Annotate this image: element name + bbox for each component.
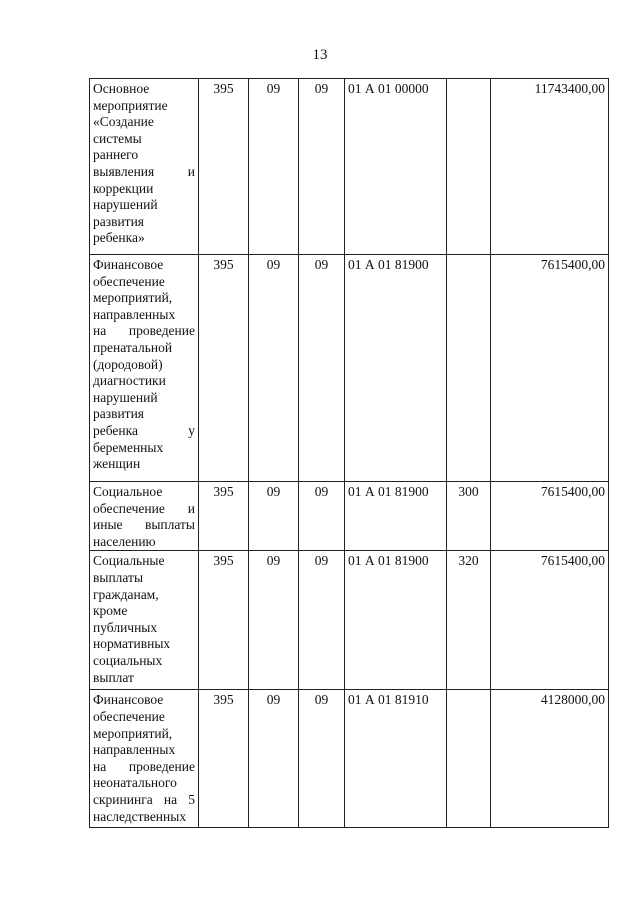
row-name-line: социальных: [93, 652, 163, 668]
row-name-cell: [90, 482, 199, 551]
row-name-line: женщин: [93, 456, 141, 472]
ministry-code-cell: 395: [199, 79, 249, 255]
row-name-cell: [90, 79, 199, 255]
table-row: [90, 255, 609, 482]
ministry-code-cell: 395: [199, 255, 249, 482]
budget-table: [89, 78, 609, 828]
row-name-line: кроме: [93, 603, 128, 619]
ministry-code-cell: 395: [199, 551, 249, 690]
row-name-line: нарушений: [93, 389, 158, 405]
row-name-line: пренатальной: [93, 339, 173, 355]
section-code-cell: 09: [249, 551, 299, 690]
row-name-line: развития: [93, 213, 145, 229]
row-name-line: коррекции: [93, 180, 154, 196]
row-name-line: иные выплаты: [93, 517, 195, 533]
row-name-line: Финансовое: [93, 257, 164, 272]
target-code-cell: 01 А 01 81900: [345, 482, 447, 551]
row-name-line: обеспечение: [93, 273, 165, 289]
table-row: [90, 79, 609, 255]
page-number: 13: [312, 47, 328, 63]
target-code-cell: 01 А 01 00000: [345, 79, 447, 255]
row-name-cell: [90, 255, 199, 482]
row-name-line: мероприятий,: [93, 725, 173, 741]
row-name-cell: [90, 551, 199, 690]
subsection-code-cell: 09: [299, 482, 345, 551]
row-name-line: мероприятие: [93, 97, 168, 113]
amount-cell: 4128000,00: [491, 690, 609, 828]
target-code-cell: 01 А 01 81910: [345, 690, 447, 828]
row-name-line: беременных: [93, 439, 164, 455]
row-name-line: Финансовое: [93, 692, 164, 708]
row-name-line: населению: [93, 533, 156, 549]
row-name-line: выплат: [93, 669, 134, 685]
row-name-line: выявления и: [93, 163, 195, 179]
table-row: [90, 690, 609, 828]
row-name-line: развития: [93, 406, 145, 422]
subsection-code-cell: 09: [299, 79, 345, 255]
row-name-line: нормативных: [93, 636, 171, 652]
row-name-line: наследственных: [93, 808, 187, 824]
expense-type-cell: [447, 255, 491, 482]
expense-type-cell: [447, 79, 491, 255]
row-name-line: (дородовой): [93, 356, 163, 372]
row-name-line: ребенка»: [93, 230, 145, 246]
row-name-line: диагностики: [93, 373, 166, 389]
row-name-line: Социальное: [93, 484, 163, 499]
amount-cell: 7615400,00: [491, 551, 609, 690]
row-name-line: системы: [93, 130, 142, 146]
row-name-line: мероприятий,: [93, 290, 173, 306]
section-code-cell: 09: [249, 79, 299, 255]
budget-table-body: [90, 79, 609, 828]
section-code-cell: 09: [249, 482, 299, 551]
target-code-cell: 01 А 01 81900: [345, 255, 447, 482]
row-name-line: выплаты: [93, 569, 144, 585]
row-name-line: обеспечение: [93, 708, 165, 724]
table-row: [90, 482, 609, 551]
row-name-line: неонатального: [93, 775, 177, 791]
row-name-line: публичных: [93, 619, 158, 635]
row-name-line: направленных: [93, 742, 176, 758]
row-name-line: гражданам,: [93, 586, 159, 602]
ministry-code-cell: 395: [199, 690, 249, 828]
section-code-cell: 09: [249, 690, 299, 828]
amount-cell: 11743400,00: [491, 79, 609, 255]
expense-type-cell: 320: [447, 551, 491, 690]
row-name-line: направленных: [93, 306, 176, 322]
row-name-line: «Создание: [93, 114, 154, 130]
subsection-code-cell: 09: [299, 255, 345, 482]
target-code-cell: 01 А 01 81900: [345, 551, 447, 690]
row-name-line: на проведение: [93, 758, 195, 774]
ministry-code-cell: 395: [199, 482, 249, 551]
row-name-cell: [90, 690, 199, 828]
expense-type-cell: 300: [447, 482, 491, 551]
subsection-code-cell: 09: [299, 690, 345, 828]
row-name-line: Социальные: [93, 553, 165, 569]
table-row: [90, 551, 609, 690]
row-name-line: на проведение: [93, 323, 195, 339]
section-code-cell: 09: [249, 255, 299, 482]
row-name-line: нарушений: [93, 197, 158, 213]
row-name-line: раннего: [93, 147, 139, 163]
expense-type-cell: [447, 690, 491, 828]
amount-cell: 7615400,00: [491, 255, 609, 482]
row-name-line: ребенка у: [93, 422, 195, 438]
amount-cell: 7615400,00: [491, 482, 609, 551]
row-name-line: обеспечение и: [93, 500, 195, 516]
row-name-line: скрининга на 5: [93, 791, 195, 807]
subsection-code-cell: 09: [299, 551, 345, 690]
row-name-line: Основное: [93, 81, 150, 96]
